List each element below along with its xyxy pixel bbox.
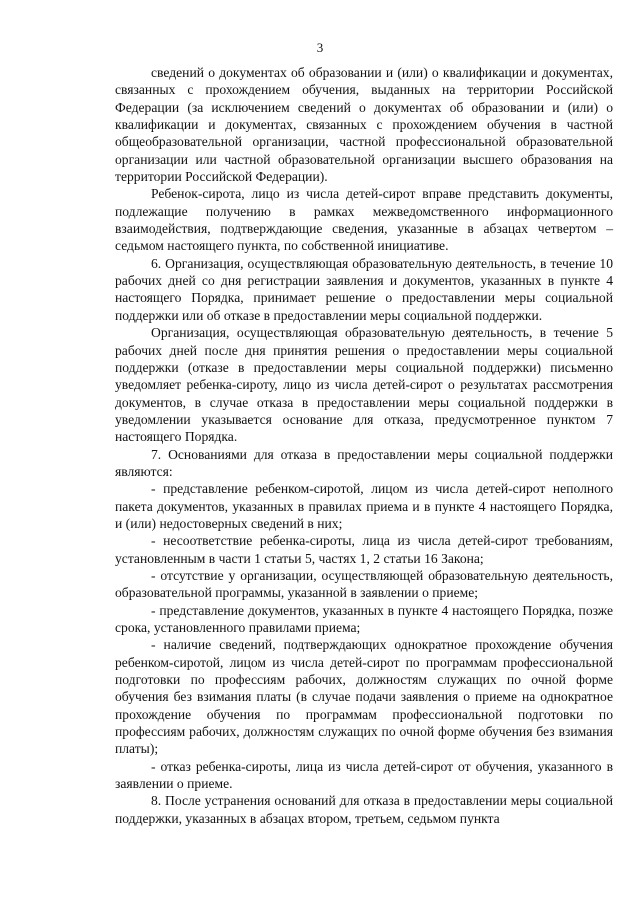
paragraph-clause-8: 8. После устранения оснований для отказа в предоставлении меры социальной поддержки, указанных в абзацах втором, третьем, седьмом пункта [115,793,613,826]
paragraph-notification: Организация, осуществляющая образовательную деятельность, в течение 5 рабочих дней после дня принятия решения о предоставлении меры социальной поддержки (отказе в предоставлении меры социальной поддержки) письменно уведомляет ребенка-сироту, лицо из числа детей-сирот о результатах рассмотрения документов, в случае отказа в предоставлении меры социальной поддержки в уведомлении указывается основание для отказа, предусмотренное пунктом 7 настоящего Порядка. [115,325,613,445]
list-item-prior-training: - наличие сведений, подтверждающих однократное прохождение обучения ребенком-сиротой, лицом из числа детей-сирот по программам профессиональной подготовки по профессиям рабочих, должностям служащих по очной форме обучения без взимания платы (в случае подачи заявления о приеме на однократное прохождение обучения по программам профессиональной подготовки по профессиям рабочих, должностям служащих по очной форме обучения без взимания платы); [115,637,613,757]
paragraph-orphan-initiative: Ребенок-сирота, лицо из числа детей-сирот вправе представить документы, подлежащие получению в рамках межведомственного информационного взаимодействия, подтверждающие сведения, указанные в абзацах четвертом – седьмом настоящего пункта, по собственной инициативе. [115,186,613,254]
paragraph-continuation: сведений о документах об образовании и (или) о квалификации и документах, связанных с прохождением обучения, выданных на территории Российской Федерации (за исключением сведений о документах об образовании и (или) о квалификации и документах, связанных с прохождением обучения в частной общеобразовательной организации, частной профессиональной образовательной организации или частной образовательной организации высшего образования на территории Российской Федерации). [115,65,613,185]
list-item-incomplete-docs: - представление ребенком-сиротой, лицом из числа детей-сирот неполного пакета документов, указанных в правилах приема и в пункте 4 настоящего Порядка, и (или) недостоверных сведений в них; [115,481,613,531]
document-body [115,64,613,827]
list-item-nonconformity: - несоответствие ребенка-сироты, лица из числа детей-сирот требованиям, установленным в части 1 статьи 5, частях 1, 2 статьи 16 Закона; [115,533,613,566]
list-item-late-docs: - представление документов, указанных в пункте 4 настоящего Порядка, позже срока, установленного правилами приема; [115,602,613,635]
list-item-refusal: - отказ ребенка-сироты, лица из числа детей-сирот от обучения, указанного в заявлении о приеме. [115,758,613,792]
page-number: 3 [316,40,324,55]
list-item-no-program: - отсутствие у организации, осуществляющей образовательную деятельность, образовательной программы, указанной в заявлении о приеме; [115,567,613,601]
paragraph-clause-6: 6. Организация, осуществляющая образовательную деятельность, в течение 10 рабочих дней со дня регистрации заявления и документов, указанных в пункте 4 настоящего Порядка, принимает решение о предоставлении меры социальной поддержки или об отказе в предоставлении меры социальной поддержки. [115,255,613,323]
paragraph-clause-7: 7. Основаниями для отказа в предоставлении меры социальной поддержки являются: [115,446,613,479]
